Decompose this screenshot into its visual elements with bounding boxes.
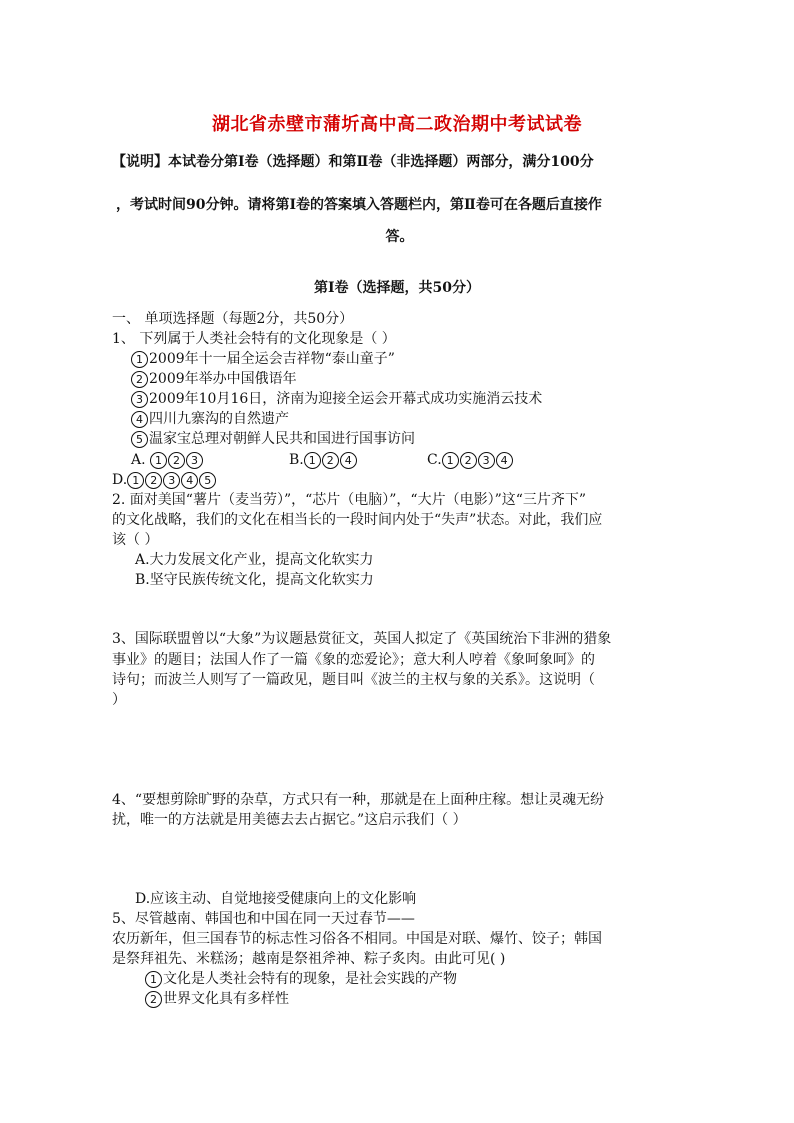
choice-label: B. <box>289 452 304 468</box>
q1-choice-d <box>112 470 217 490</box>
circled-number-icon: 3 <box>131 391 148 408</box>
q1-item-text: 四川九寨沟的自然遗产 <box>149 411 289 427</box>
instructions-line-3: 答。 <box>385 229 414 245</box>
q4-line-1: 4、“要想剪除旷野的杂草，方式只有一种，那就是在上面种庄稼。想让灵魂无纷 <box>112 792 605 808</box>
q1-choice-b <box>289 450 358 470</box>
circled-number-icon: 3 <box>186 452 203 469</box>
circled-number-icon: 2 <box>145 991 162 1008</box>
q3-line-4: ） <box>112 692 126 708</box>
instructions-line-2: ，考试时间90分钟。请将第Ⅰ卷的答案填入答题栏内，第Ⅱ卷可在各题后直接作 <box>116 197 602 213</box>
q1-choice-c <box>427 450 514 470</box>
circled-number-icon: 1 <box>442 452 459 469</box>
q2-line-2: 的文化战略，我们的文化在相当长的一段时间内处于“失声”状态。对此，我们应 <box>112 512 603 528</box>
q1-item-2 <box>131 369 297 389</box>
circled-number-icon: 1 <box>127 472 144 489</box>
circled-number-icon: 4 <box>496 452 513 469</box>
q1-choice-a <box>131 450 204 470</box>
q1-item-4 <box>131 409 289 429</box>
circled-number-icon: 2 <box>460 452 477 469</box>
section-title: 第Ⅰ卷（选择题，共50分） <box>313 280 481 296</box>
q1-item-text: 2009年10月16日，济南为迎接全运会开幕式成功实施消云技术 <box>149 391 543 407</box>
part-heading: 一、 单项选择题（每题2分，共50分） <box>112 311 354 327</box>
circled-number-icon: 4 <box>181 472 198 489</box>
circled-number-icon: 1 <box>304 452 321 469</box>
instructions <box>112 152 687 252</box>
q2-line-1: 2. 面对美国“薯片（麦当劳）”，“芯片（电脑）”，“大片（电影）”这“三片齐下” <box>112 492 587 508</box>
q4-line-2: 扰，唯一的方法就是用美德去去占据它。”这启示我们（ ） <box>112 812 467 828</box>
circled-number-icon: 1 <box>145 971 162 988</box>
circled-number-icon: 2 <box>131 371 148 388</box>
instructions-line-1: 【说明】本试卷分第Ⅰ卷（选择题）和第Ⅱ卷（非选择题）两部分，满分100分 <box>112 154 594 170</box>
circled-number-icon: 2 <box>322 452 339 469</box>
q2-line-3: 该（ ） <box>112 532 159 548</box>
circled-number-icon: 4 <box>340 452 357 469</box>
q1-item-text: 2009年举办中国俄语年 <box>149 371 297 387</box>
q5-item-1 <box>145 969 457 989</box>
circled-number-icon: 4 <box>131 411 148 428</box>
q3-line-2: 事业》的题目；法国人作了一篇《象的恋爱论》；意大利人哼着《象呵象呵》的 <box>112 652 595 668</box>
circled-number-icon: 1 <box>131 351 148 368</box>
q5-line-2: 农历新年，但三国春节的标志性习俗各不相同。中国是对联、爆竹、饺子；韩国 <box>112 931 602 947</box>
q3-line-1: 3、国际联盟曾以“大象”为议题悬赏征文，英国人拟定了《英国统治下非洲的猎象 <box>112 631 612 647</box>
circled-number-icon: 5 <box>199 472 216 489</box>
q1-item-1 <box>131 349 395 369</box>
q5-line-1: 5、尽管越南、韩国也和中国在同一天过春节—— <box>112 911 415 927</box>
q5-item-text: 世界文化具有多样性 <box>163 991 289 1007</box>
circled-number-icon: 3 <box>163 472 180 489</box>
circled-number-icon: 5 <box>131 431 148 448</box>
choice-label: C. <box>427 452 442 468</box>
choice-label: A. <box>131 452 151 468</box>
q5-item-text: 文化是人类社会特有的现象，是社会实践的产物 <box>163 971 457 987</box>
q5-line-3: 是祭拜祖先、米糕汤；越南是祭祖斧神、粽子炙肉。由此可见( ) <box>112 951 506 967</box>
q1-item-5 <box>131 429 415 449</box>
q5-item-2 <box>145 989 289 1009</box>
circled-number-icon: 3 <box>478 452 495 469</box>
q2-option-b: B.坚守民族传统文化，提高文化软实力 <box>135 572 374 588</box>
q1-item-text: 温家宝总理对朝鲜人民共和国进行国事访问 <box>149 431 415 447</box>
circled-number-icon: 2 <box>145 472 162 489</box>
q4-option-d: D.应该主动、自觉地接受健康向上的文化影响 <box>135 891 417 907</box>
circled-number-icon: 1 <box>150 452 167 469</box>
q1-item-3 <box>131 389 542 409</box>
q2-option-a: A.大力发展文化产业，提高文化软实力 <box>135 552 374 568</box>
q3-line-3: 诗句；而波兰人则写了一篇政见，题目叫《波兰的主权与象的关系》。这说明（ <box>112 672 595 688</box>
circled-number-icon: 2 <box>168 452 185 469</box>
choice-label: D. <box>112 472 128 488</box>
q1-stem: 1、 下列属于人类社会特有的文化现象是（ ） <box>112 331 396 347</box>
q1-item-text: 2009年十一届全运会吉祥物“泰山童子” <box>149 351 395 367</box>
exam-title: 湖北省赤壁市蒲圻高中高二政治期中考试试卷 <box>212 114 582 135</box>
